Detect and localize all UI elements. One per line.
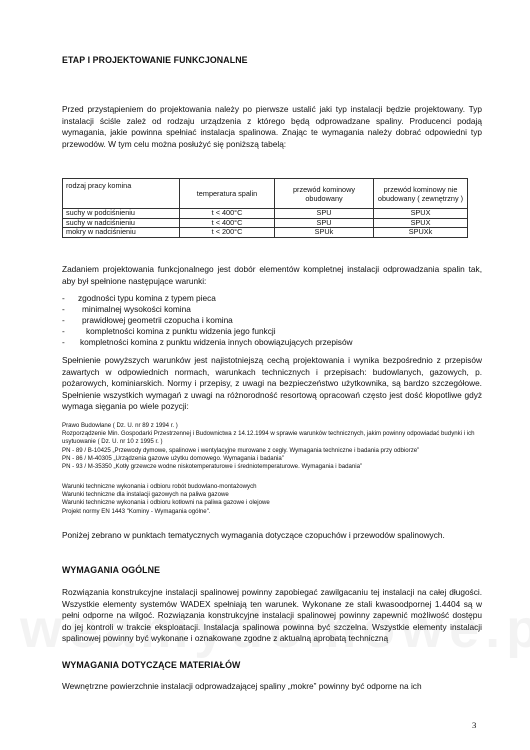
list-item-text: minimalnej wysokości komina [82,304,191,315]
table-cell: SPUk [275,228,374,238]
table-row [63,209,468,219]
intro-paragraph: Przed przystąpieniem do projektowania należy po pierwsze ustalić jaki typ instalacji będzie projektowany. Typ instalacji ściśle zależ od rodzaju urządzenia z którego będą odprowadzane spaliny. Producenci podają wymagania, jakie powinna spełniać instalacja spalinowa. Znając te wymagania należy dobrać odpowiedni typ przewodów. W tym celu można posłużyć się poniższą tabelą: [62,104,482,149]
table-header-cell: temperatura spalin [180,179,275,209]
legal-reference: Warunki techniczne wykonania i odbioru kotłowni na paliwa gazowe i olejowe [62,499,270,507]
list-item [62,304,482,315]
table-row [63,228,468,238]
section-heading-materials: WYMAGANIA DOTYCZĄCE MATERIAŁÓW [62,660,241,670]
summary-paragraph: Poniżej zebrano w punktach tematycznych wymagania dotyczące czopuchów i przewodów spalinowych. [62,530,445,540]
table-cell: t < 200°C [180,228,275,238]
requirements-list [62,293,482,348]
table-cell: SPUXk [374,228,468,238]
legal-reference: PN - 89 / B-10425 „Przewody dymowe, spalinowe i wentylacyjne murowane z cegły. Wymagania techniczne i badania przy odbiorze” [62,446,420,454]
chimney-type-table [62,178,468,238]
table-cell: mokry w nadciśnieniu [63,228,180,238]
legal-reference: PN - 93 / M-35350 „Kotły grzewcze wodne niskotemperaturowe i średniotemperaturowe. Wymagania i badania” [62,463,363,471]
legal-reference: Projekt normy EN 1443 "Kominy - Wymagania ogólne". [62,507,211,515]
design-paragraph: Zadaniem projektowania funkcjonalnego jest dobór elementów kompletnej instalacji odprowadzania spalin tak, aby był spełnione następujące warunki: [62,264,482,286]
list-item [62,326,482,337]
table-cell: suchy w nadciśnieniu [63,218,180,228]
legal-references-list [62,422,482,471]
table-cell: SPUX [374,218,468,228]
table-header-row [63,179,468,209]
legal-reference: PN - 86 / M-40305 „Urządzenia gazowe użytku domowego. Wymagania i badania” [62,454,284,462]
section-heading-general: WYMAGANIA OGÓLNE [62,565,161,575]
list-item-text: kompletności komina z punktu widzenia innych obowiązujących przepisów [80,337,353,348]
table-header-cell: przewód kominowy nie obudowany ( zewnętrzny ) [374,179,468,209]
list-item [62,293,482,304]
table-cell: SPUX [374,209,468,219]
list-item-text: prawidłowej geometrii czopucha i komina [82,315,233,326]
legal-reference: Prawo Budowlane ( Dz. U. nr 89 z 1994 r. ) [62,422,178,429]
table-cell: SPU [275,209,374,219]
legal-reference: Rozporządzenie Min. Gospodarki Przestrzennej i Budownictwa z 14.12.1994 w sprawie warunków technicznych, jakim powinny odpowiadać budynki i ich usytuowanie ( Dz. U. nr 10 z 1995 r. ) [62,430,475,446]
list-marker: - [62,293,65,303]
list-item-text: zgodności typu komina z typem pieca [78,293,216,303]
table-cell: SPU [275,218,374,228]
legal-reference: Warunki techniczne dla instalacji gazowych na paliwa gazowe [62,491,229,499]
list-marker: - [62,326,65,337]
legal-reference: Warunki techniczne wykonania i odbioru robót budowlano-montażowych [62,483,257,490]
technical-conditions-list [62,483,482,516]
table-header-cell: przewód kominowy obudowany [275,179,374,209]
table-cell: t < 400°C [180,209,275,219]
section-heading-design: ETAP I PROJEKTOWANIE FUNKCJONALNE [62,55,248,65]
list-marker: - [62,304,65,315]
list-marker: - [62,315,65,326]
table-cell: suchy w podciśnieniu [63,209,180,219]
list-item-text: kompletności komina z punktu widzenia jego funkcji [86,326,276,337]
list-item [62,315,482,326]
list-marker: - [62,337,65,348]
table-header-cell: rodzaj pracy komina [63,179,180,209]
general-requirements-paragraph: Rozwiązania konstrukcyjne instalacji spalinowej powinny zapobiegać zawilgacaniu tej instalacji na całej długości. Wszystkie elementy systemów WADEX spełniają ten warunek. Wykonane ze stali kwasoodpornej 1.4404 są w pełni odporne na wilgoć. Rozwiązania konstrukcyjne instalacji spalinowej powinny zapewnić możliwość dostępu do jej kontroli w trakcie eksploatacji. Instalacja spalinowa powinna być szczelna. Wszystkie elementy instalacji spalinowej powinny być wykonane i oznakowane zgodne z aktualną aprobatą techniczną [62,587,482,644]
regulations-paragraph: Spełnienie powyższych warunków jest najistotniejszą cechą projektowania i wynika bezpośrednio z przepisów zawartych w odpowiednich normach, warunkach technicznych i przepisach: budowlanych, gazowych, p. pożarowych, kominiarskich. Normy i przepisy, z uwagi na bezpieczeństwo użytkownika, są bardzo szczegółowe. Spełnienie wszystkich wymagań z uwagi na różnorodność resortową opracowań często jest dość kłopotliwe gdyż wymaga sięgania po wiele pozycji: [62,355,482,412]
table-cell: t < 400°C [180,218,275,228]
materials-paragraph: Wewnętrzne powierzchnie instalacji odprowadzającej spaliny „mokre” powinny być odporne na ich [62,681,422,691]
list-item [62,337,482,348]
page-number: 3 [472,720,477,730]
